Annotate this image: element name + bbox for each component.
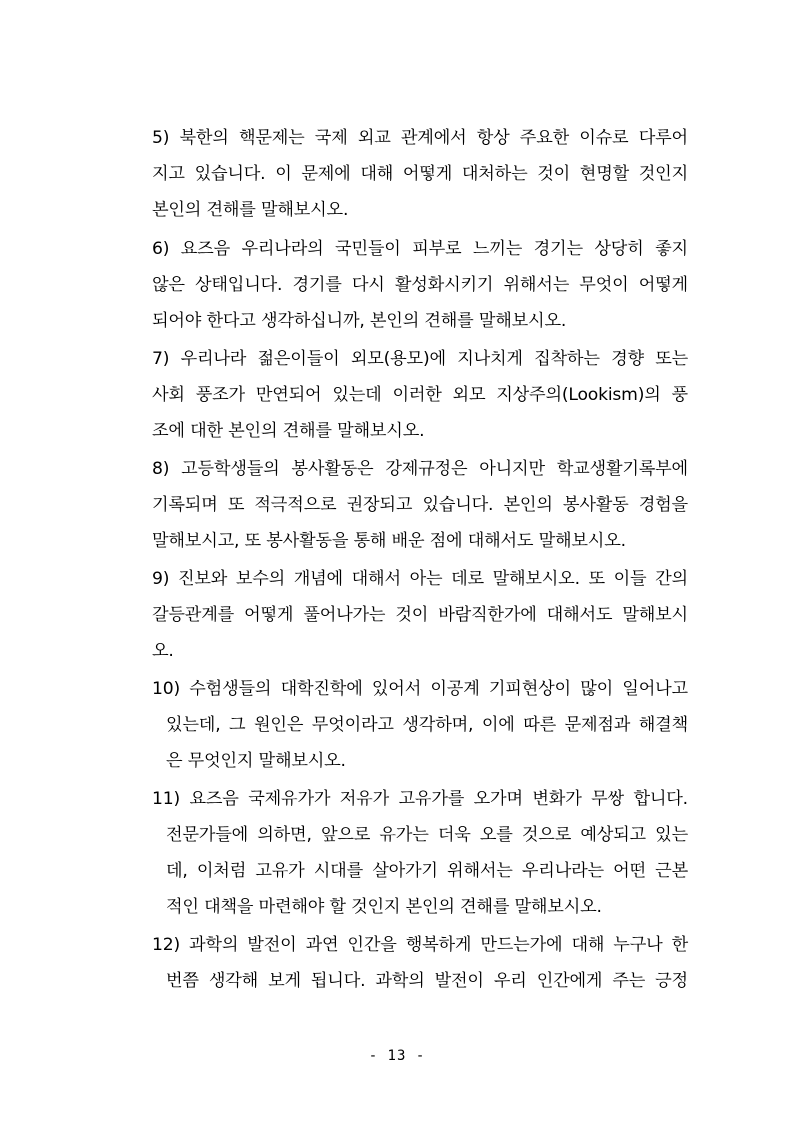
question-5-line-3: 본인의 견해를 말해보시오. <box>152 200 349 220</box>
question-6-line-2: 않은 상태입니다. 경기를 다시 활성화시키기 위해서는 무엇이 어떻게 <box>152 275 688 295</box>
question-12-line-1: 12) 과학의 발전이 과연 인간을 행복하게 만드는가에 대해 누구나 한 <box>152 935 688 955</box>
question-9-line-3: 오. <box>152 641 174 661</box>
question-6-line-3: 되어야 한다고 생각하십니까, 본인의 견해를 말해보시오. <box>152 311 567 331</box>
question-11-line-4: 적인 대책을 마련해야 할 것인지 본인의 견해를 말해보시오. <box>166 897 602 917</box>
question-9-line-1: 9) 진보와 보수의 개념에 대해서 아는 데로 말해보시오. 또 이들 간의 <box>152 569 688 589</box>
question-5-line-1: 5) 북한의 핵문제는 국제 외교 관계에서 항상 주요한 이슈로 다루어 <box>152 128 688 148</box>
question-6-line-1: 6) 요즈음 우리나라의 국민들이 피부로 느끼는 경기는 상당히 좋지 <box>152 239 688 259</box>
question-11-line-1: 11) 요즈음 국제유가가 저유가 고유가를 오가며 변화가 무쌍 합니다. <box>152 789 688 809</box>
question-7-line-3: 조에 대한 본인의 견해를 말해보시오. <box>152 421 425 441</box>
question-11-line-3: 데, 이처럼 고유가 시대를 살아가기 위해서는 우리나라는 어떤 근본 <box>166 861 688 881</box>
question-10-line-3: 은 무엇인지 말해보시오. <box>166 751 346 771</box>
question-9-line-2: 갈등관계를 어떻게 풀어나가는 것이 바람직한가에 대해서도 말해보시 <box>152 605 688 625</box>
question-7-line-1: 7) 우리나라 젊은이들이 외모(용모)에 지나치게 집착하는 경향 또는 <box>152 349 688 369</box>
question-12-line-2: 번쯤 생각해 보게 됩니다. 과학의 발전이 우리 인간에게 주는 긍정 <box>166 971 688 991</box>
question-11-line-2: 전문가들에 의하면, 앞으로 유가는 더욱 오를 것으로 예상되고 있는 <box>166 825 688 845</box>
question-5-line-2: 지고 있습니다. 이 문제에 대해 어떻게 대처하는 것이 현명할 것인지 <box>152 164 688 184</box>
question-10-line-2: 있는데, 그 원인은 무엇이라고 생각하며, 이에 따른 문제점과 해결책 <box>166 715 688 735</box>
question-8-line-2: 기록되며 또 적극적으로 권장되고 있습니다. 본인의 봉사활동 경험을 <box>152 495 688 515</box>
page-number: - 13 - <box>368 1048 426 1064</box>
question-7-line-2: 사회 풍조가 만연되어 있는데 이러한 외모 지상주의(Lookism)의 풍 <box>152 385 688 405</box>
question-10-line-1: 10) 수험생들의 대학진학에 있어서 이공계 기피현상이 많이 일어나고 <box>152 679 688 699</box>
question-8-line-3: 말해보시고, 또 봉사활동을 통해 배운 점에 대해서도 말해보시오. <box>152 531 626 551</box>
question-8-line-1: 8) 고등학생들의 봉사활동은 강제규정은 아니지만 학교생활기록부에 <box>152 459 688 479</box>
